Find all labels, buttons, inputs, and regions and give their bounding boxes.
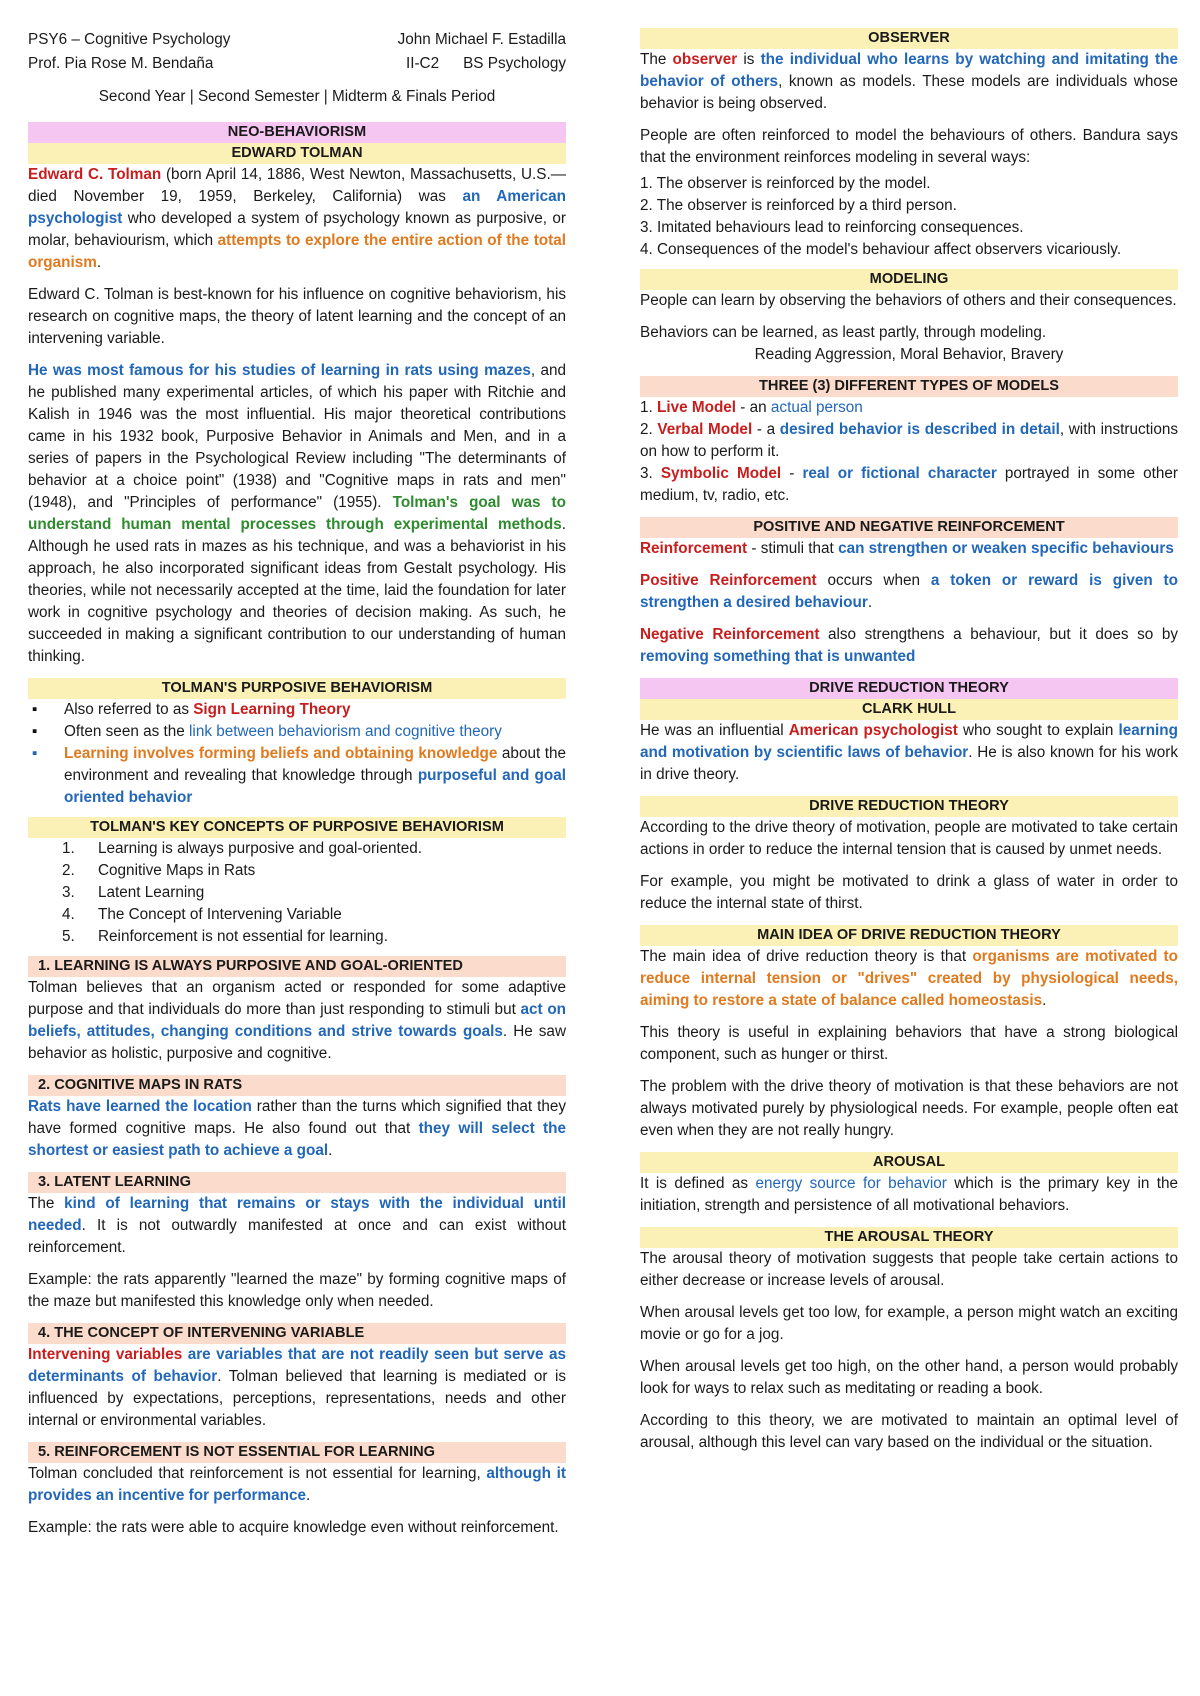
modeling-paragraph-1: People can learn by observing the behaviors of others and their consequences.	[640, 292, 1177, 309]
observer-paragraph-2: People are often reinforced to model the behaviours of others. Bandura says that the environment reinforces modeling in several ways:	[640, 127, 1178, 166]
header-row-1	[28, 28, 566, 52]
clark-hull-paragraph: He was an influential American psychologist who sought to explain learning and motivation by scientific laws of behavior. He is also known for his work in drive theory.	[640, 722, 1178, 783]
tolman-known-paragraph: Edward C. Tolman is best-known for his influence on cognitive behaviorism, his research on cognitive maps, the theory of latent learning and the concept of an intervening variable.	[28, 286, 566, 347]
list-item: 5. Reinforcement is not essential for learning.	[62, 928, 388, 945]
section-4-paragraph: Intervening variables are variables that are not readily seen but serve as determinants of behavior. Tolman believed that learning is mediated or is influenced by expectations, perceptions, representations, needs and other internal or environmental variables.	[28, 1346, 566, 1429]
section-4-heading: 4. THE CONCEPT OF INTERVENING VARIABLE	[28, 1323, 566, 1344]
modeling-examples: Reading Aggression, Moral Behavior, Bravery	[754, 346, 1064, 363]
arousal-theory-paragraph-2: When arousal levels get too low, for example, a person might watch an exciting movie or go for a jog.	[640, 1304, 1178, 1343]
drive-reduction-heading: DRIVE REDUCTION THEORY	[640, 678, 1178, 699]
purposive-behaviorism-heading: TOLMAN'S PURPOSIVE BEHAVIORISM	[28, 678, 566, 699]
reinforcement-heading: POSITIVE AND NEGATIVE REINFORCEMENT	[640, 517, 1178, 538]
section-3-example: Example: the rats apparently "learned the maze" by forming cognitive maps of the maze but manifested this knowledge only when needed.	[28, 1271, 566, 1310]
key-concepts-list	[28, 838, 566, 948]
section-3-paragraph: The kind of learning that remains or stays with the individual until needed. It is not outwardly manifested at once and can exist without reinforcement.	[28, 1195, 566, 1256]
key-concepts-heading: TOLMAN'S KEY CONCEPTS OF PURPOSIVE BEHAVIORISM	[28, 817, 566, 838]
drive-theory-paragraph-2: For example, you might be motivated to drink a glass of water in order to reduce the internal state of thirst.	[640, 873, 1178, 912]
section-1-heading: 1. LEARNING IS ALWAYS PURPOSIVE AND GOAL-ORIENTED	[28, 956, 566, 977]
list-item: 3. Imitated behaviours lead to reinforcing consequences.	[640, 219, 1024, 236]
list-item: 1. Learning is always purposive and goal-oriented.	[62, 840, 422, 857]
right-column	[640, 28, 1178, 1464]
negative-reinforcement: Negative Reinforcement also strengthens a behaviour, but it does so by removing something that is unwanted	[640, 626, 1178, 665]
tolman-heading: EDWARD TOLMAN	[28, 143, 566, 164]
observer-paragraph: The observer is the individual who learns by watching and imitating the behavior of others, known as models. These models are individuals whose behavior is being observed.	[640, 51, 1179, 112]
section-3-heading: 3. LATENT LEARNING	[28, 1172, 566, 1193]
arousal-theory-paragraph-1: The arousal theory of motivation suggests that people take certain actions to either decrease or increase levels of arousal.	[640, 1250, 1178, 1289]
section-2-heading: 2. COGNITIVE MAPS IN RATS	[28, 1075, 566, 1096]
term-line: Second Year | Second Semester | Midterm & Finals Period	[98, 88, 496, 105]
drive-theory-paragraph-1: According to the drive theory of motivation, people are motivated to take certain actions in order to reduce the internal tension that is caused by unmet needs.	[640, 819, 1178, 858]
list-item: 4. The Concept of Intervening Variable	[62, 906, 342, 923]
list-item: ▪ Learning involves forming beliefs and obtaining knowledge about the environment and revealing that knowledge through purposeful and goal oriented behavior	[28, 743, 566, 809]
symbolic-model-item: 3. Symbolic Model - real or fictional character portrayed in some other medium, tv, radio, etc.	[640, 465, 1178, 504]
verbal-model-item: 2. Verbal Model - a desired behavior is described in detail, with instructions on how to perform it.	[640, 421, 1178, 460]
list-item: 3. Latent Learning	[62, 884, 205, 901]
list-item: 4. Consequences of the model's behaviour affect observers vicariously.	[640, 241, 1122, 258]
main-idea-paragraph-3: The problem with the drive theory of motivation is that these behaviors are not always motivated purely by physiological needs. For example, people often eat even when they are not really hungry.	[640, 1078, 1178, 1139]
types-of-models-heading: THREE (3) DIFFERENT TYPES OF MODELS	[640, 376, 1178, 397]
arousal-theory-paragraph-3: When arousal levels get too high, on the other hand, a person would probably look for ways to relax such as meditating or reading a book.	[640, 1358, 1178, 1397]
main-idea-paragraph-2: This theory is useful in explaining behaviors that have a strong biological component, such as hunger or thirst.	[640, 1024, 1178, 1063]
reinforcement-definition: Reinforcement - stimuli that can strengthen or weaken specific behaviours	[640, 540, 1174, 557]
list-item: ▪ Often seen as the link between behaviorism and cognitive theory	[28, 721, 566, 743]
arousal-heading: AROUSAL	[640, 1152, 1178, 1173]
tolman-rats-paragraph: He was most famous for his studies of learning in rats using mazes, and he published many experimental articles, of which his paper with Ritchie and Kalish in 1946 was the most influential. His major theoretical contributions came in his 1932 book, Purposive Behavior in Animals and Men, and in a series of papers in the Psychological Review including "The determinants of behavior at a choice point" (1938) and "Cognitive maps in rats and men" (1948), and "Principles of performance" (1955). Tolman's goal was to understand human mental processes through experimental methods. Although he used rats in mazes as his technique, and was a behaviorist in his approach, he also incorporated significant ideas from Gestalt psychology. His theories, while not necessarily accepted at the time, laid the foundation for later work in cognitive psychology and theories of decision making. As such, he succeeded in making a significant contribution to our understanding of human thinking.	[28, 362, 566, 665]
purposive-list	[28, 699, 566, 809]
arousal-paragraph: It is defined as energy source for behavior which is the primary key in the initiation, strength and persistence of all motivational behaviors.	[640, 1175, 1179, 1214]
live-model-item: 1. Live Model - an actual person	[640, 399, 863, 416]
main-idea-paragraph: The main idea of drive reduction theory is that organisms are motivated to reduce internal tension or "drives" created by physiological needs, aiming to restore a state of balance called homeostasis.	[640, 948, 1178, 1009]
modeling-paragraph-2: Behaviors can be learned, as least partly, through modeling.	[640, 324, 1047, 341]
list-item: ▪ Also referred to as Sign Learning Theory	[28, 699, 566, 721]
observer-list	[640, 173, 1178, 261]
list-item: 1. The observer is reinforced by the model.	[640, 175, 931, 192]
arousal-theory-heading: THE AROUSAL THEORY	[640, 1227, 1178, 1248]
neo-behaviorism-heading: NEO-BEHAVIORISM	[28, 122, 566, 143]
section: II-C2	[405, 55, 440, 72]
program: BS Psychology	[463, 55, 566, 72]
clark-hull-heading: CLARK HULL	[640, 699, 1178, 720]
section-5-paragraph: Tolman concluded that reinforcement is not essential for learning, although it provides an incentive for performance.	[28, 1465, 566, 1504]
tolman-intro-paragraph: Edward C. Tolman (born April 14, 1886, West Newton, Massachusetts, U.S.— died November 19, 1959, Berkeley, California) was an American psychologist who developed a system of psychology known as purposive, or molar, behaviourism, which attempts to explore the entire action of the total organism.	[28, 166, 567, 271]
arousal-theory-paragraph-4: According to this theory, we are motivated to maintain an optimal level of arousal, although this level can vary based on the individual or the situation.	[640, 1412, 1178, 1451]
student-name: John Michael F. Estadilla	[397, 31, 566, 48]
drive-reduction-heading-2: DRIVE REDUCTION THEORY	[640, 796, 1178, 817]
section-2-paragraph: Rats have learned the location rather than the turns which signified that they have formed cognitive maps. He also found out that they will select the shortest or easiest path to achieve a goal.	[28, 1098, 567, 1159]
course-title: PSY6 – Cognitive Psychology	[28, 31, 231, 48]
left-column	[28, 28, 566, 1549]
main-idea-heading: MAIN IDEA OF DRIVE REDUCTION THEORY	[640, 925, 1178, 946]
positive-reinforcement: Positive Reinforcement occurs when a token or reward is given to strengthen a desired behaviour.	[640, 572, 1178, 611]
list-item: 2. Cognitive Maps in Rats	[62, 862, 256, 879]
professor-name: Prof. Pia Rose M. Bendaña	[28, 55, 214, 72]
section-5-heading: 5. REINFORCEMENT IS NOT ESSENTIAL FOR LEARNING	[28, 1442, 566, 1463]
observer-heading: OBSERVER	[640, 28, 1178, 49]
list-item: 2. The observer is reinforced by a third person.	[640, 197, 957, 214]
modeling-heading: MODELING	[640, 269, 1178, 290]
section-5-example: Example: the rats were able to acquire knowledge even without reinforcement.	[28, 1519, 559, 1536]
header-row-2	[28, 52, 566, 76]
section-1-paragraph: Tolman believes that an organism acted or responded for some adaptive purpose and that individuals do more than just responding to stimuli but act on beliefs, attitudes, changing conditions and strive towards goals. He saw behavior as holistic, purposive and cognitive.	[28, 979, 567, 1062]
